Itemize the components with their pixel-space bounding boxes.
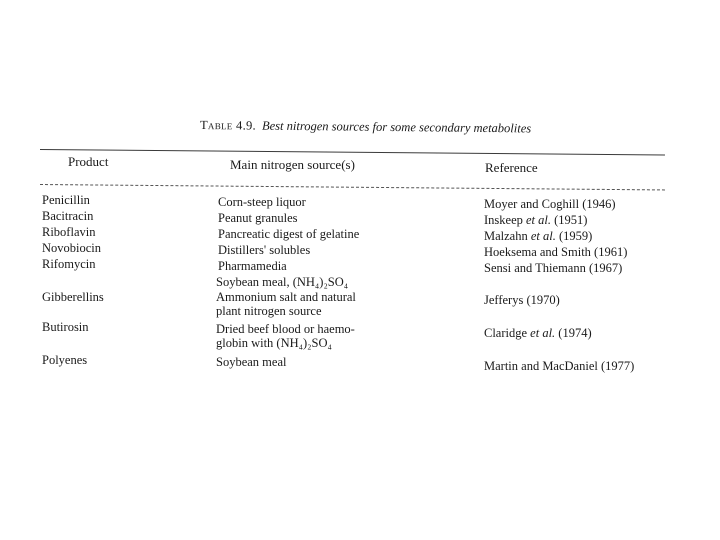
table-title: Best nitrogen sources for some secondary metabolites — [261, 118, 532, 136]
header-product: Product — [68, 154, 109, 169]
cell-product: Rifomycin — [42, 257, 96, 271]
cell-source: Corn-steep liquor — [218, 195, 306, 209]
cell-product: Gibberellins — [42, 290, 104, 304]
table-top-rule — [40, 149, 665, 155]
cell-source: Dried beef blood or haemo- globin with (NH₄)₂SO₄ — [216, 322, 355, 350]
cell-reference: Jefferys (1970) — [484, 293, 560, 307]
cell-product: Penicillin — [42, 193, 90, 207]
cell-product: Riboflavin — [42, 225, 96, 239]
cell-reference: Claridge et al. (1974) — [484, 326, 592, 340]
cell-reference: Martin and MacDaniel (1977) — [484, 359, 635, 373]
header-reference: Reference — [485, 160, 538, 175]
cell-product: Polyenes — [42, 353, 88, 367]
cell-source: Peanut granules — [218, 211, 298, 225]
cell-reference: Malzahn et al. (1959) — [484, 229, 593, 243]
cell-source: Soybean meal — [216, 355, 287, 369]
cell-product: Novobiocin — [42, 241, 102, 255]
cell-reference: Sensi and Thiemann (1967) — [484, 261, 623, 275]
cell-source: Pancreatic digest of gelatine — [218, 227, 360, 241]
cell-product: Butirosin — [42, 320, 89, 334]
cell-source: Pharmamedia — [218, 259, 287, 273]
cell-reference: Hoeksema and Smith (1961) — [484, 245, 628, 259]
cell-source: Ammonium salt and natural plant nitrogen source — [216, 290, 356, 318]
cell-reference: Moyer and Coghill (1946) — [484, 197, 616, 211]
table-header-rule — [40, 184, 665, 190]
header-nitrogen-source: Main nitrogen source(s) — [230, 157, 355, 172]
table-caption — [200, 118, 531, 136]
cell-reference: Inskeep et al. (1951) — [484, 213, 588, 227]
cell-source: Distillers' solubles — [218, 243, 311, 257]
cell-source: Soybean meal, (NH₄)₂SO₄ — [216, 275, 349, 289]
cell-product: Bacitracin — [42, 209, 94, 223]
table-number: Table 4.9. — [199, 118, 257, 133]
